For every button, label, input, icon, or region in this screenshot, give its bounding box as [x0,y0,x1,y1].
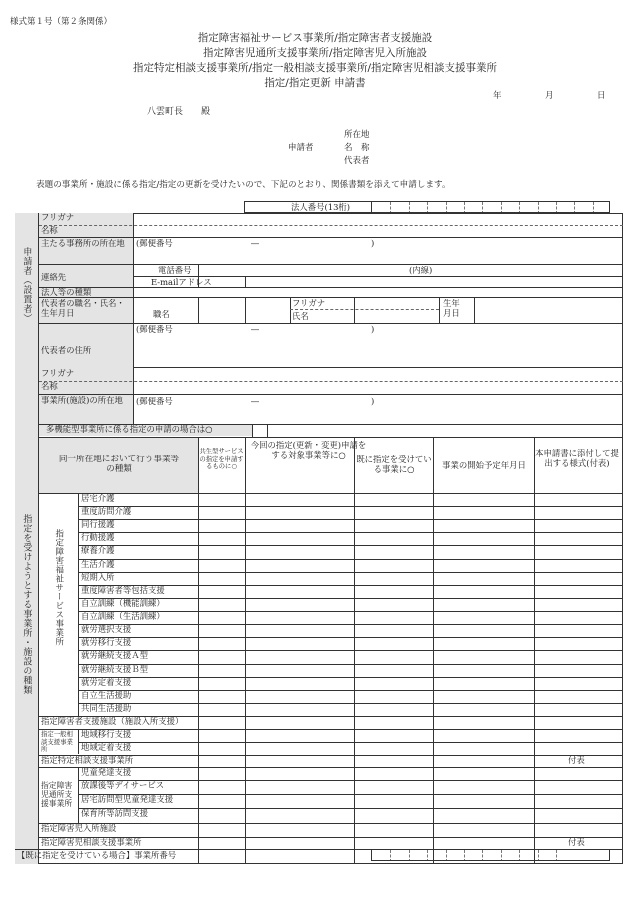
row-divider [79,637,623,638]
group1-label: 指定障害福祉サービス事業所 [53,529,64,646]
row-divider [79,572,623,573]
row-service-7: 短期入所 [81,572,115,582]
applicant-name-label: 名 称 [344,143,370,153]
facility-address-label: 事業所(施設)の所在地 [41,396,123,405]
row-divider [79,519,623,520]
row-service-6: 生活介護 [81,559,115,569]
row-divider [79,532,623,533]
row-divider [79,559,623,560]
row-service-2: 重度訪問介護 [81,507,132,517]
applicant-name-field-label: 名称 [41,226,58,235]
footer-label: 【既に指定を受けている場合】事業所番号 [17,851,177,860]
row-divider [79,506,623,507]
attach-jido-soudan: 付表 [568,838,585,847]
extension-label: (内線) [409,266,433,275]
intro-text: 表題の事業所・施設に係る指定/指定の更新を受けたいので、下記のとおり、関係書類を添えて申請します。 [36,180,451,190]
row-service-12: 就労移行支援 [81,638,132,648]
applicant-furigana-label: フリガナ [41,213,75,222]
application-form [15,201,623,874]
birth-label: 生年月日 [443,299,460,318]
title-line-4: 指定/指定更新 申請書 [264,77,366,89]
title-line-2: 指定障害児通所支援事業所/指定障害児入所施設 [202,47,428,59]
phone-label: 電話番号 [158,266,192,275]
row-divider [79,545,623,546]
group3-label: 指定障害児通所支援事業所 [39,768,79,824]
row-service-17: 共同生活援助 [81,703,132,713]
row-service-9: 自立訓練（機能訓練） [81,598,165,608]
rep-name-label: 氏名 [292,312,309,321]
postal-dash: ― [251,397,260,406]
facility-side-header [15,368,39,864]
attach-tokutei: 付表 [568,756,585,765]
row-service-1: 居宅介護 [81,494,115,503]
row-service-11: 就労選択支援 [81,625,132,635]
row-kyotaku-houmon: 居宅訪問型児童発達支援 [81,795,174,804]
form-number: 様式第１号（第２条関係） [10,17,113,27]
facility-name-label: 名称 [41,382,58,391]
corp-number-label: 法人番号(13桁) [244,201,372,213]
date-month: 月 [545,91,554,101]
row-service-4: 行動援護 [81,533,115,543]
header-existing: 既に指定を受けている事業に○ [356,455,432,474]
row-service-3: 同行援護 [81,520,115,530]
row-service-10: 自立訓練（生活訓練） [81,612,165,622]
title-line-1: 指定障害福祉サービス事業所/指定障害者支援施設 [197,32,433,44]
header-service: 同一所在地において行う事業等の種類 [58,455,180,474]
row-divider [79,650,623,651]
row-service-14: 就労継続支援Ｂ型 [81,664,148,674]
applicant-label: 申請者 [288,143,314,153]
row-divider [79,598,623,599]
row-houkago: 放課後等デイサービス [81,781,165,790]
row-jido-soudan: 指定障害児相談支援事業所 [41,838,142,847]
row-tokutei: 指定特定相談支援事業所 [41,756,134,765]
rep-address-label: 代表者の住所 [41,346,92,355]
row-divider [79,664,623,665]
row-divider [79,690,623,691]
applicant-section-title: 申請者（設置者） [21,247,32,323]
row-service-13: 就労継続支援Ａ型 [81,651,148,661]
row-divider [79,677,623,678]
entity-type-label: 法人等の種類 [41,288,92,297]
row-service-16: 自立生活援助 [81,690,132,700]
row-jidou-hattatsu: 児童発達支援 [81,768,132,777]
multi-function-label: 多機能型事業所に係る指定の申請の場合は○ [39,425,252,436]
row-service-5: 療養介護 [81,546,115,556]
header-start-date: 事業の開始予定年月日 [442,461,526,470]
date-day: 日 [597,91,606,101]
office-number-field[interactable] [371,849,610,861]
postal-close: ) [371,397,375,406]
facility-furigana-label: フリガナ [41,369,75,378]
corp-number-field[interactable] [371,201,610,213]
postal-dash: ― [251,239,260,248]
group1-cell [39,493,79,716]
row-hoikusho: 保育所等訪問支援 [81,809,148,818]
row-chiiki-ikou: 地域移行支援 [81,730,132,739]
row-divider [79,624,623,625]
row-divider [79,703,623,704]
header-attach: 本申請書に添付して提出する様式(付表) [535,449,619,468]
group2-label: 指定一般相談支援事業所 [39,730,79,754]
applicant-address-label: 所在地 [344,130,370,140]
postal-dash: ― [251,325,260,334]
title-line-3: 指定特定相談支援事業所/指定一般相談支援事業所/指定障害児相談支援事業所 [132,62,498,74]
addressee: 八雲町長 殿 [147,107,211,117]
rep-furigana-label: フリガナ [292,299,326,308]
row-chiiki-teichaku: 地域定着支援 [81,743,132,752]
rep-address-postal[interactable]: (郵便番号 [136,325,173,334]
facility-postal[interactable]: (郵便番号 [136,397,173,406]
row-divider [79,585,623,586]
main-office-label: 主たる事務所の所在地 [41,239,125,248]
postal-close: ) [371,325,375,334]
header-shared: 共生型サービスの指定を申請するものに○ [199,448,244,471]
contact-label: 連絡先 [41,273,67,282]
email-label: E-mailアドレス [151,278,212,287]
row-service-15: 就労定着支援 [81,677,132,687]
row-divider [79,611,623,612]
job-title-label: 職名 [153,310,170,319]
row-nyusho: 指定障害児入所施設 [41,824,117,833]
header-target: 今回の指定(更新・変更)申請をする対象事業等に○ [250,441,367,460]
applicant-side-header [15,213,39,368]
postal-close: ) [371,239,375,248]
date-year: 年 [493,91,502,101]
row-service-8: 重度障害者等包括支援 [81,585,165,595]
row-shisetsu: 指定障害者支援施設（施設入所支援） [41,717,184,726]
applicant-rep-label: 代表者 [344,156,370,166]
facility-section-title: 指定を受けようとする事業所・施設の種類 [21,514,32,695]
rep-title-label: 代表者の職名・氏名・生年月日 [41,299,125,318]
main-office-postal[interactable]: (郵便番号 [136,239,173,248]
